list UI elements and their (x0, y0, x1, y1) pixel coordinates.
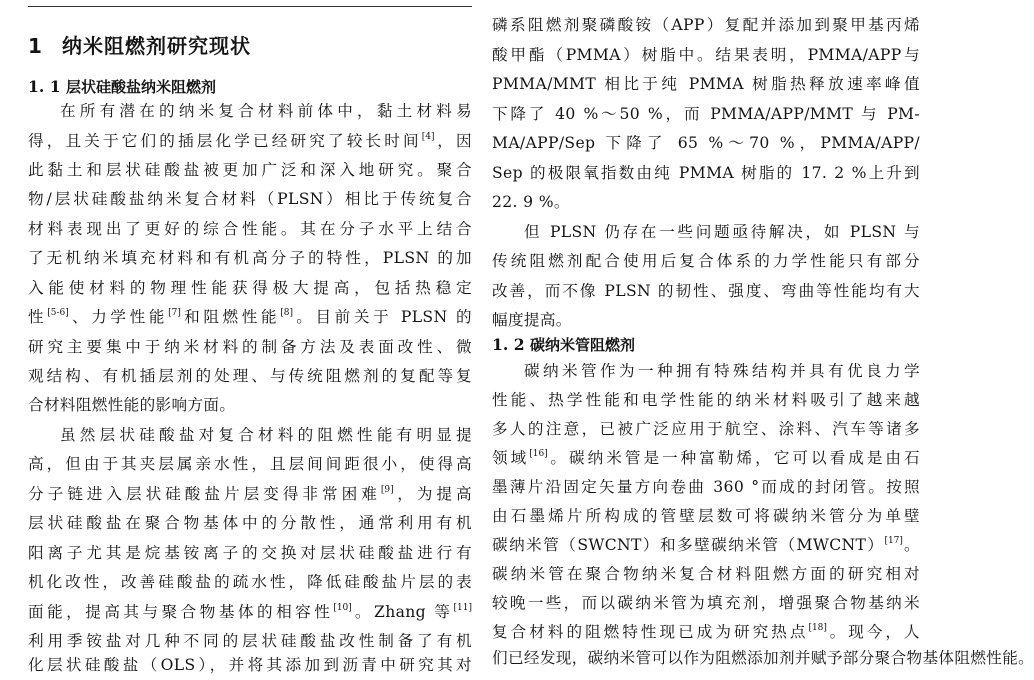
paragraph-line: 传统阻燃剂配合使用后复合体系的力学性能只有部分 (492, 252, 920, 270)
paragraph-line: 入能使材料的物理性能获得极大提高，包括热稳定 (28, 279, 472, 297)
subsection-number: 1. 2 (492, 335, 525, 354)
paragraph-line: 22. 9 %。 (492, 193, 570, 211)
paragraph-line: 性能、热学性能和电学性能的纳米材料吸引了越来越 (492, 391, 920, 409)
line-text: 和阻燃性能 (180, 308, 281, 326)
paragraph-line: 了无机纳米填充材料和有机高分子的特性，PLSN 的加 (28, 249, 472, 267)
paragraph-line (492, 530, 920, 560)
line-text: 得，且关于它们的插层化学已经研究了较长时间 (28, 132, 422, 150)
paragraph-line: 幅度提高。 (492, 311, 572, 329)
paragraph-line: 改善，而不像 PLSN 的韧性、强度、弯曲等性能均有大 (492, 282, 920, 300)
paragraph-line (28, 479, 472, 509)
line-text: 。碳纳米管是一种富勒烯，它可以看成是由石 (547, 449, 920, 467)
paragraph-line: 碳纳米管作为一种拥有特殊结构并具有优良力学 (524, 362, 920, 380)
line-text: 分子链进入层状硅酸盐片层变得非常困难 (28, 485, 381, 503)
section-heading (28, 29, 251, 63)
line-text: 领域 (492, 449, 530, 467)
citation: [18] (808, 623, 827, 633)
paragraph-line: 高，但由于其夹层属亲水性，且层间间距很小，使得高 (28, 455, 472, 473)
paragraph-line: 材料表现出了更好的综合性能。其在分子水平上结合 (28, 220, 472, 238)
line-text: 。目前关于 PLSN 的 (292, 308, 472, 326)
line-text: ，因 (434, 132, 472, 150)
citation: [7] (168, 308, 181, 318)
line-text: 面能，提高其与聚合物基体的相容性 (28, 603, 334, 621)
paragraph-line: 虽然层状硅酸盐对复合材料的阻燃性能有明显提 (60, 426, 472, 444)
subsection-number: 1. 1 (28, 77, 61, 96)
section-number: 1 (28, 34, 43, 58)
paragraph-line: 墨薄片沿固定矢量方向卷曲 360 °而成的封闭管。按照 (492, 478, 920, 496)
paragraph-line (28, 302, 472, 332)
line-text: 复合材料的阻燃特性现已成为研究热点 (492, 623, 809, 641)
citation: [5-6] (47, 308, 69, 318)
line-text: ，为提高 (393, 485, 472, 503)
line-text: 。Zhang 等 (351, 603, 454, 621)
line-text: 、力学性能 (68, 308, 169, 326)
paragraph-line (28, 597, 472, 627)
paragraph-line: 层状硅酸盐在聚合物基体中的分散性，通常利用有机 (28, 514, 472, 532)
paragraph-line: 下降了 40 %～50 %，而 PMMA/APP/MMT 与 PM- (492, 105, 920, 123)
paragraph-line: 磷系阻燃剂聚磷酸铵（APP）复配并添加到聚甲基丙烯 (492, 16, 920, 34)
line-text: 碳纳米管（SWCNT）和多壁碳纳米管（MWCNT） (492, 536, 885, 554)
subsection-title: 层状硅酸盐纳米阻燃剂 (66, 78, 217, 96)
section-title: 纳米阻燃剂研究现状 (62, 34, 251, 58)
paragraph-line: 阳离子尤其是烷基铵离子的交换对层状硅酸盐进行有 (28, 544, 472, 562)
subsection-title: 碳纳米管阻燃剂 (530, 336, 636, 354)
paragraph-line: MA/APP/Sep 下降了 65 %～70 %，PMMA/APP/ (492, 134, 920, 152)
paragraph-line: 们已经发现，碳纳米管可以作为阻燃添加剂并赋予部分聚合物基体阻燃性能。 (492, 649, 1034, 667)
paragraph-line: 多人的注意，已被广泛应用于航空、涂料、汽车等诸多 (492, 420, 920, 438)
paragraph-line: 在所有潜在的纳米复合材料前体中，黏土材料易 (60, 102, 472, 120)
citation: [17] (884, 536, 903, 546)
citation: [8] (280, 308, 293, 318)
paragraph-line: 利用季铵盐对几种不同的层状硅酸盐改性制备了有机 (28, 632, 472, 650)
paragraph-line: 碳纳米管在聚合物纳米复合材料阻燃方面的研究相对 (492, 565, 920, 583)
paragraph-line: 研究主要集中于纳米材料的制备方法及表面改性、微 (28, 338, 472, 356)
paragraph-line: 物/层状硅酸盐纳米复合材料（PLSN）相比于传统复合 (28, 190, 472, 208)
citation: [4] (421, 132, 435, 142)
line-text: 。现今，人 (826, 623, 920, 641)
paragraph-line: PMMA/MMT 相比于纯 PMMA 树脂热释放速率峰值 (492, 75, 920, 93)
paragraph-line: 观结构、有机插层剂的处理、与传统阻燃剂的复配等复 (28, 367, 472, 385)
paragraph-line: 化层状硅酸盐（OLS），并将其添加到沥青中研究其对 (28, 656, 472, 674)
paragraph-line: 由石墨烯片所构成的管壁层数可将碳纳米管分为单壁 (492, 507, 920, 525)
paragraph-line: 酸甲酯（PMMA）树脂中。结果表明，PMMA/APP与 (492, 46, 920, 64)
citation: [10] (333, 603, 352, 613)
top-rule (28, 6, 472, 7)
citation: [16] (529, 449, 548, 459)
line-text: 。 (902, 536, 920, 554)
paragraph-line: 此黏土和层状硅酸盐被更加广泛和深入地研究。聚合 (28, 161, 472, 179)
paragraph-line (28, 126, 472, 156)
paragraph-line: Sep 的极限氧指数由纯 PMMA 树脂的 17. 2 %上升到 (492, 164, 920, 182)
paragraph-line: 机化改性，改善硅酸盐的疏水性，降低硅酸盐片层的表 (28, 573, 472, 591)
paragraph-line: 合材料阻燃性能的影响方面。 (28, 396, 236, 414)
paragraph-line: 但 PLSN 仍存在一些问题亟待解决，如 PLSN 与 (524, 223, 920, 241)
paragraph-line (492, 443, 920, 473)
citation: [9] (380, 485, 394, 495)
paragraph-line: 较晚一些，而以碳纳米管为填充剂，增强聚合物基纳米 (492, 594, 920, 612)
line-text: 性 (28, 308, 48, 326)
citation: [11] (453, 603, 472, 613)
